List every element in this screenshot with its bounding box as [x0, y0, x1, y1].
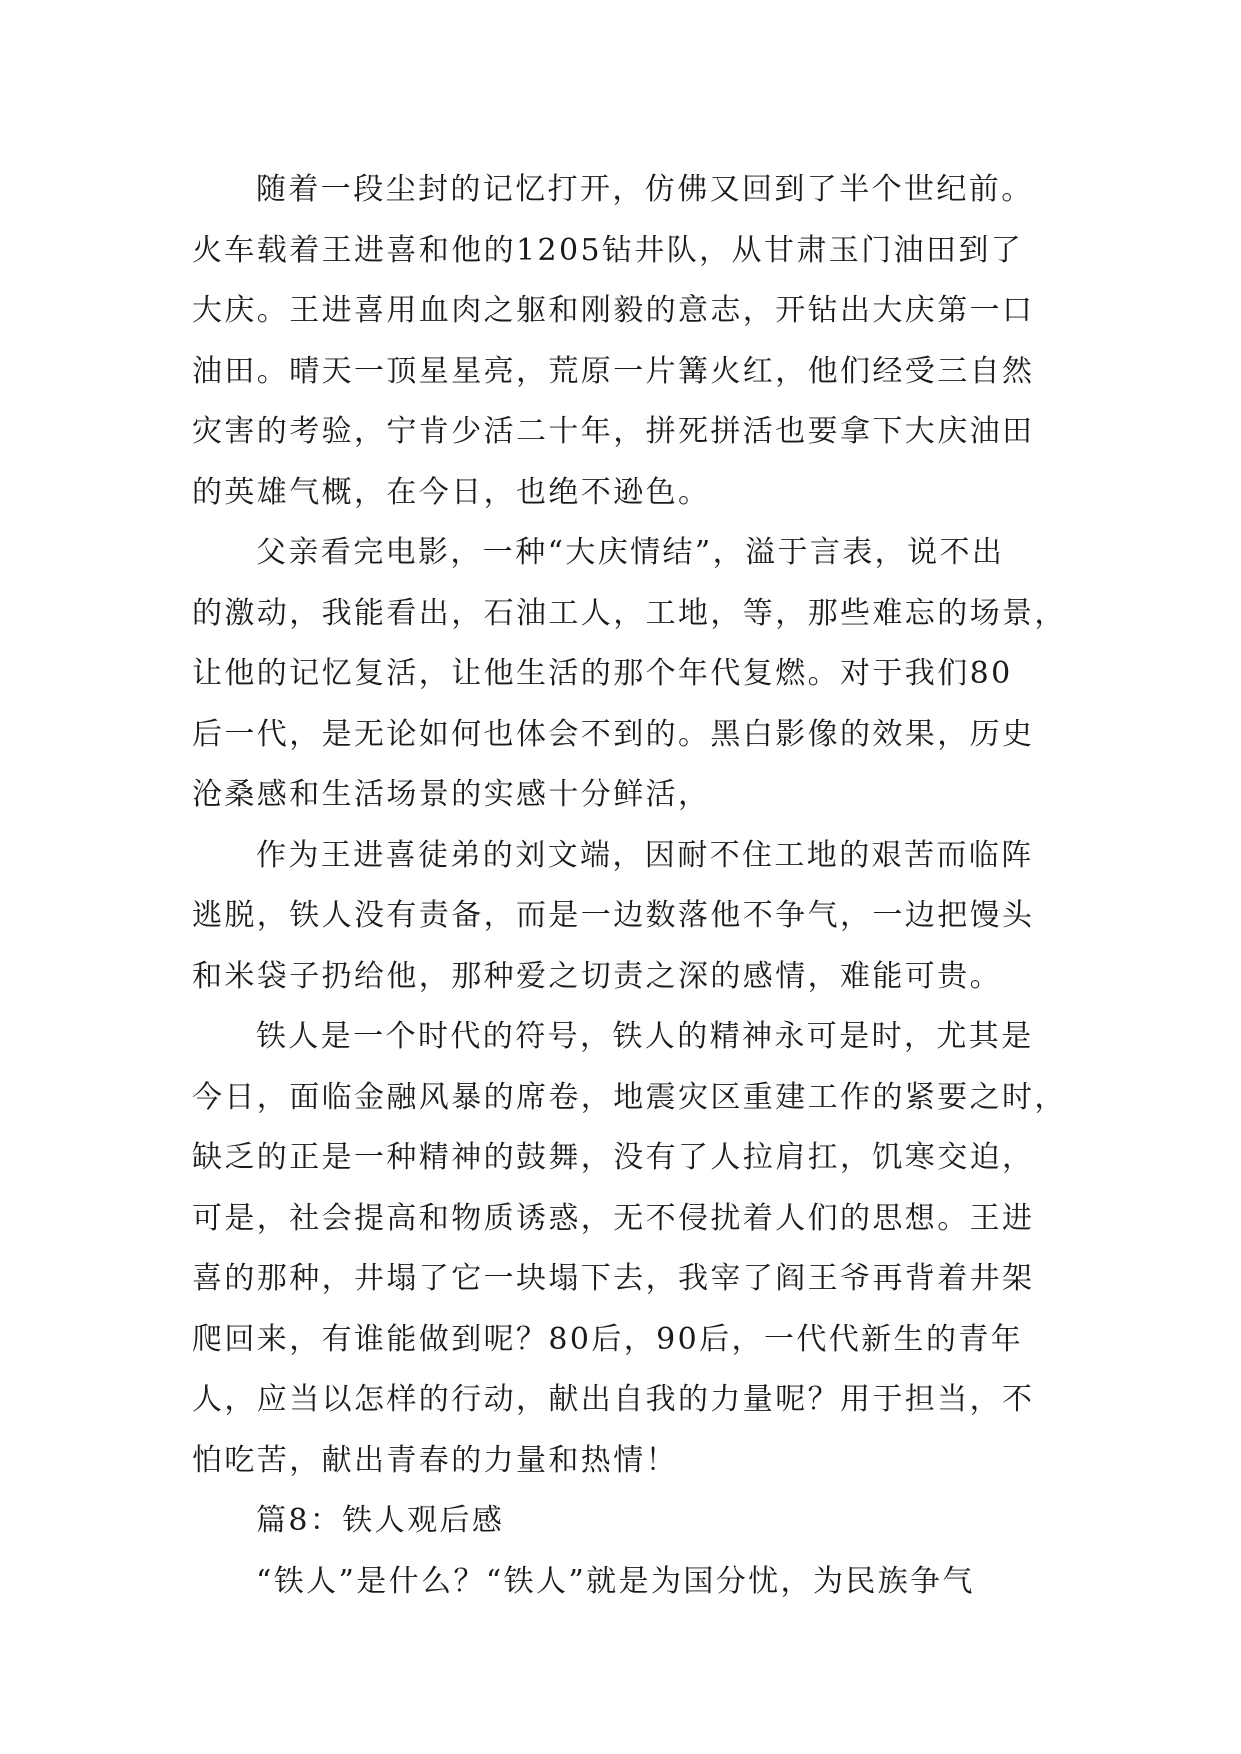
text-line: 怕吃苦，献出青春的力量和热情！	[192, 1442, 678, 1478]
text-line: 火车载着王进喜和他的1205钻井队，从甘肃玉门油田到了	[192, 232, 1024, 268]
text-line: 今日，面临金融风暴的席卷，地震灾区重建工作的紧要之时，	[192, 1079, 1067, 1115]
text-line: 父亲看完电影，一种“大庆情结”，溢于言表，说不出	[256, 535, 1005, 570]
text-line: 爬回来，有谁能做到呢？80后，90后，一代代新生的青年	[192, 1321, 1024, 1357]
text-line: 和米袋子扔给他，那种爱之切责之深的感情，难能可贵。	[192, 958, 1002, 994]
text-line: 逃脱，铁人没有责备，而是一边数落他不争气，一边把馒头	[192, 898, 1035, 933]
text-line: 人，应当以怎样的行动，献出自我的力量呢？用于担当，不	[192, 1382, 1035, 1417]
text-line: 让他的记忆复活，让他生活的那个年代复燃。对于我们80	[192, 656, 1013, 691]
text-line: 沧桑感和生活场景的实感十分鲜活，	[192, 777, 711, 812]
text-line: 油田。晴天一顶星星亮，荒原一片篝火红，他们经受三自然	[192, 353, 1035, 389]
text-line: 随着一段尘封的记忆打开，仿佛又回到了半个世纪前。	[256, 172, 1034, 207]
text-line: 可是，社会提高和物质诱惑，无不侵扰着人们的思想。王进	[192, 1200, 1035, 1236]
text-line: 缺乏的正是一种精神的鼓舞，没有了人拉肩扛，饥寒交迫，	[192, 1140, 1035, 1175]
text-line: 作为王进喜徒弟的刘文端，因耐不住工地的艰苦而临阵	[256, 837, 1034, 873]
text-line: 灾害的考验，宁肯少活二十年，拼死拼活也要拿下大庆油田	[192, 414, 1035, 449]
text-line: 后一代，是无论如何也体会不到的。黑白影像的效果，历史	[192, 716, 1035, 752]
text-line: “铁人”是什么？“铁人”就是为国分忧，为民族争气	[256, 1563, 975, 1599]
text-line: 喜的那种，井塌了它一块塌下去，我宰了阎王爷再背着井架	[192, 1261, 1035, 1296]
document-body	[192, 160, 1067, 1612]
text-line: 大庆。王进喜用血肉之躯和刚毅的意志，开钻出大庆第一口	[192, 293, 1035, 328]
text-line: 的激动，我能看出，石油工人，工地，等，那些难忘的场景，	[192, 595, 1067, 631]
text-line: 篇8：铁人观后感	[256, 1503, 505, 1538]
text-line: 铁人是一个时代的符号，铁人的精神永可是时，尤其是	[256, 1019, 1034, 1054]
text-line: 的英雄气概，在今日，也绝不逊色。	[192, 474, 711, 510]
